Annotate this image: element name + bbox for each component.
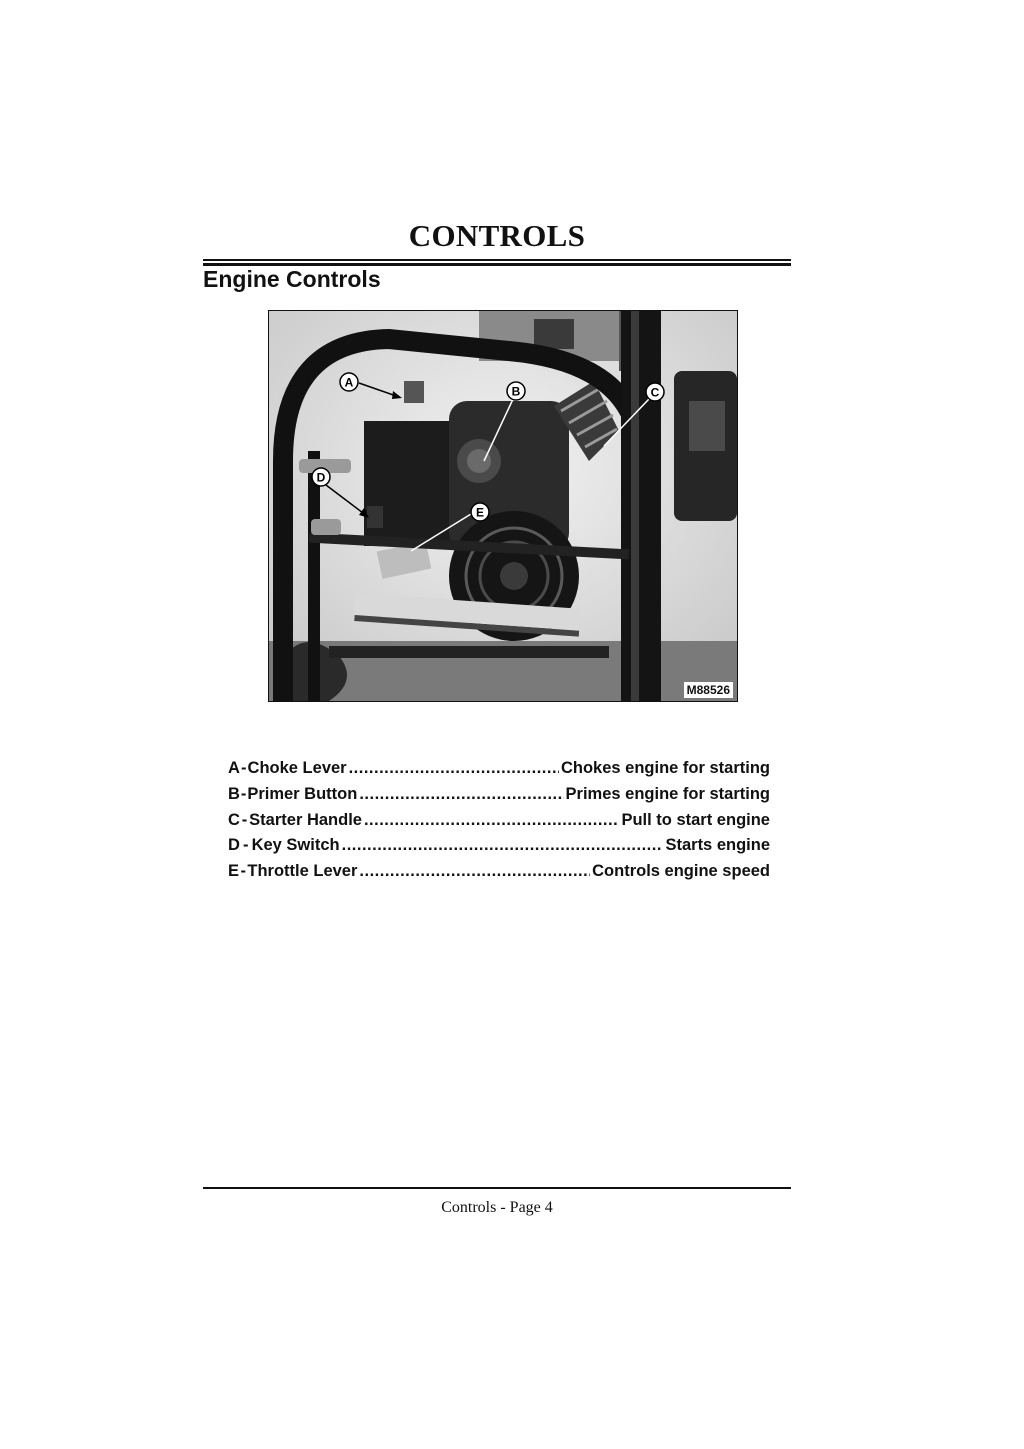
svg-text:D: D	[316, 470, 326, 485]
legend-dash: -	[240, 862, 246, 881]
page-title: CONTROLS	[408, 218, 586, 253]
engine-illustration	[269, 311, 737, 701]
legend-name: Choke Lever	[247, 759, 347, 777]
callout-b	[507, 382, 525, 400]
legend-row	[228, 759, 770, 785]
leader-dots	[359, 862, 590, 881]
legend-name: Primer Button	[247, 784, 358, 803]
leader-dots	[359, 785, 563, 804]
legend-letter: E	[228, 862, 240, 881]
svg-text:C: C	[650, 385, 660, 400]
svg-text:E: E	[475, 505, 485, 520]
legend-name: Throttle Lever	[247, 862, 358, 881]
legend-desc: Pull to start engine	[621, 810, 770, 829]
legend-letter: B	[228, 784, 240, 803]
legend-name: Key Switch	[251, 836, 340, 855]
legend-dash: -	[241, 810, 248, 829]
footer-rule	[203, 1187, 791, 1189]
engine-controls-photo	[268, 310, 738, 702]
callout-c	[646, 383, 664, 401]
legend-dash: -	[243, 836, 249, 855]
svg-text:A: A	[344, 375, 354, 390]
legend-letter: D	[228, 836, 240, 855]
legend-dash: -	[240, 784, 247, 803]
leader-dots	[349, 759, 559, 778]
leader-dots	[342, 836, 664, 855]
legend-row	[228, 862, 770, 888]
legend-row	[228, 785, 770, 811]
figure-id: M88526	[684, 682, 733, 698]
title-rule-top	[203, 259, 791, 261]
legend-row	[228, 811, 770, 837]
legend-desc: Starts engine	[665, 836, 770, 855]
legend-desc: Chokes engine for starting	[560, 759, 770, 777]
legend-desc: Controls engine speed	[592, 862, 770, 881]
legend-dash: -	[240, 759, 247, 777]
legend-name: Starter Handle	[249, 810, 362, 829]
callout-a	[340, 373, 358, 391]
section-title: Engine Controls	[203, 266, 381, 292]
page-footer: Controls - Page 4	[441, 1199, 553, 1216]
legend-desc: Primes engine for starting	[565, 784, 770, 803]
legend-letter: A	[228, 759, 240, 777]
legend-letter: C	[228, 810, 240, 829]
callout-e	[471, 503, 489, 521]
controls-legend	[228, 759, 770, 888]
callout-d	[312, 468, 330, 486]
svg-text:B: B	[511, 384, 521, 399]
legend-row	[228, 836, 770, 862]
leader-dots	[364, 811, 620, 830]
